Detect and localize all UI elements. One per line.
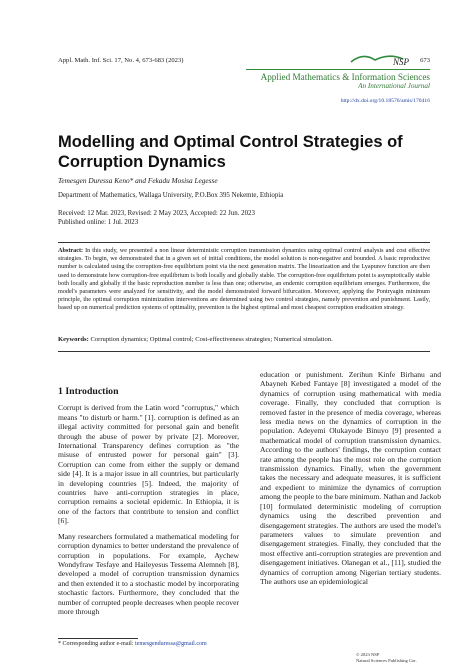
doi-link[interactable]: http://dx.doi.org/10.18576/amis/170416 [340, 98, 430, 104]
body-column-right [260, 370, 441, 592]
footnote [58, 641, 207, 647]
intro-paragraph-1: Corrupt is derived from the Latin word "corruptus," which means "to disturb or harm." [1]. corruption is defined as an illegal activity committed for personal gain and benefit through the abuse of power by private [2]. Moreover, International Transparency defines corruption as "the misuse of entrusted power for personal gain" [3]. Corruption can come from either the supply or demand side [4]. It is a major issue in all countries, but particularly in developing countries [5]. Indeed, the majority of countries have anti-corruption strategies in place, corruption remains a societal epidemic. In Ethiopia, it is one of the factors that contribute to tension and conflict [6]. [58, 403, 239, 526]
author-affiliation: Department of Mathematics, Wallaga University, P.O.Box 395 Nekemte, Ethiopia [58, 192, 284, 199]
journal-subtitle: An International Journal [358, 82, 430, 90]
keywords [58, 336, 430, 343]
journal-name: Applied Mathematics & Information Sciences [260, 72, 430, 82]
abstract-label: Abstract: [58, 247, 84, 254]
header-rule [246, 69, 430, 70]
logo-text: NSP [393, 57, 410, 67]
body-column-left [58, 387, 239, 622]
abstract-top-rule [58, 242, 430, 243]
publisher-line: Natural Sciences Publishing Cor. [356, 658, 417, 663]
section-heading-introduction: 1 Introduction [58, 386, 119, 397]
keywords-text: Corruption dynamics; Optimal control; Cost-effectiveness strategies; Numerical simulation. [90, 336, 333, 343]
abstract [58, 247, 430, 313]
received-dates: Received: 12 Mar. 2023, Revised: 2 May 2023, Accepted: 22 Jun. 2023 [58, 210, 255, 217]
footnote-label: * Corresponding author e-mail: [58, 641, 134, 647]
footnote-rule [58, 638, 138, 639]
published-date: Published online: 1 Jul. 2023 [58, 219, 139, 226]
journal-banner [246, 72, 430, 91]
author-email-link[interactable]: temesgenduressa@gmail.com [134, 641, 207, 647]
publication-dates [58, 209, 255, 227]
paper-authors: Temesgen Duressa Keno* and Fekadu Mosisa Legesse [58, 176, 218, 185]
publisher-logo [349, 51, 415, 67]
copyright-notice [356, 652, 430, 664]
copyright-line: © 2023 NSP [356, 652, 380, 657]
intro-paragraph-2: Many researchers formulated a mathematical modeling for corruption dynamics to better understand the prevalence of corruption in populations. For example, Aychew Wondyfraw Tesfaye and Haileyesus Tessema Alemneh [8], developed a model of corruption transmission dynamics and then extended it to a stochastic model by incorporating stochastic factors. Furthermore, they concluded that the number of corrupted people decreases when people recover more through [58, 531, 239, 616]
abstract-bottom-rule [58, 351, 430, 352]
abstract-text: In this study, we presented a non linear deterministic corruption transmission dynamics using optimal control analysis and cost effective strategies. To begin, we demonstrated that in a given set of initial conditions, the model solution is non-negative and bounded. A basic reproductive number is calculated using the corruption-free equilibrium point via the next generation matrix. The linearization and the Lyapunov function are then used to demonstrate how corruption-free equilibrium is both locally and globally stable. The corruption-free equilibrium point is asymptotically stable both locally and globally if the basic reproduction number is less than one; otherwise, an endemic corruption equilibrium emerges. Furthermore, the model's parameters were analyzed for sensitivity, and the model demonstrated forward bifurcation. Moreover, applying the Pontryagin minimum principle, the optimal corruption minimization interventions are determined using two control strategies, namely prevention and punishment. Lastly, based up on numerical prediction systems of optimality, prevention is the highest optimal and most cheapest corruption eradication strategy. [58, 247, 430, 312]
keywords-label: Keywords: [58, 336, 89, 343]
journal-citation: Appl. Math. Inf. Sci. 17, No. 4, 673-683 (2023) [58, 57, 184, 64]
page-number: 673 [420, 57, 430, 64]
paper-title: Modelling and Optimal Control Strategies of Corruption Dynamics [58, 133, 403, 171]
intro-paragraph-3: education or punishment. Zerihun Kinfe Birhanu and Abayneh Kebed Fantaye [8] investigated a model of the dynamics of corruption using mathematical with media coverage. Finally, they concluded that corruption is removed faster in the presence of media coverage, whereas less media news on the dynamics of corruption in the population. Adeyemi Olukayode Binuyo [9] presented a mathematical model of corruption transmission dynamics. According to the authors' findings, the corruption contact rate among the people has the most role on the corruption transmission dynamics. Finally, when the government takes the necessary and adequate measures, it is sufficient and expedient to minimize the dynamics of corruption among the people to the bare minimum. Nathan and Jackob [10] formulated deterministic modeling of corruption dynamics using the described prevention and disengagement strategies. The authors are used the model's parameters values to simulate prevention and disengagement strategies. Finally, they concluded that the most effective anti-corruption strategies are prevention and disengagement initiatives. Olanegan et al., [11], studied the dynamics of corruption among Nigerian tertiary students. The authors use an epidemiological [260, 370, 441, 586]
